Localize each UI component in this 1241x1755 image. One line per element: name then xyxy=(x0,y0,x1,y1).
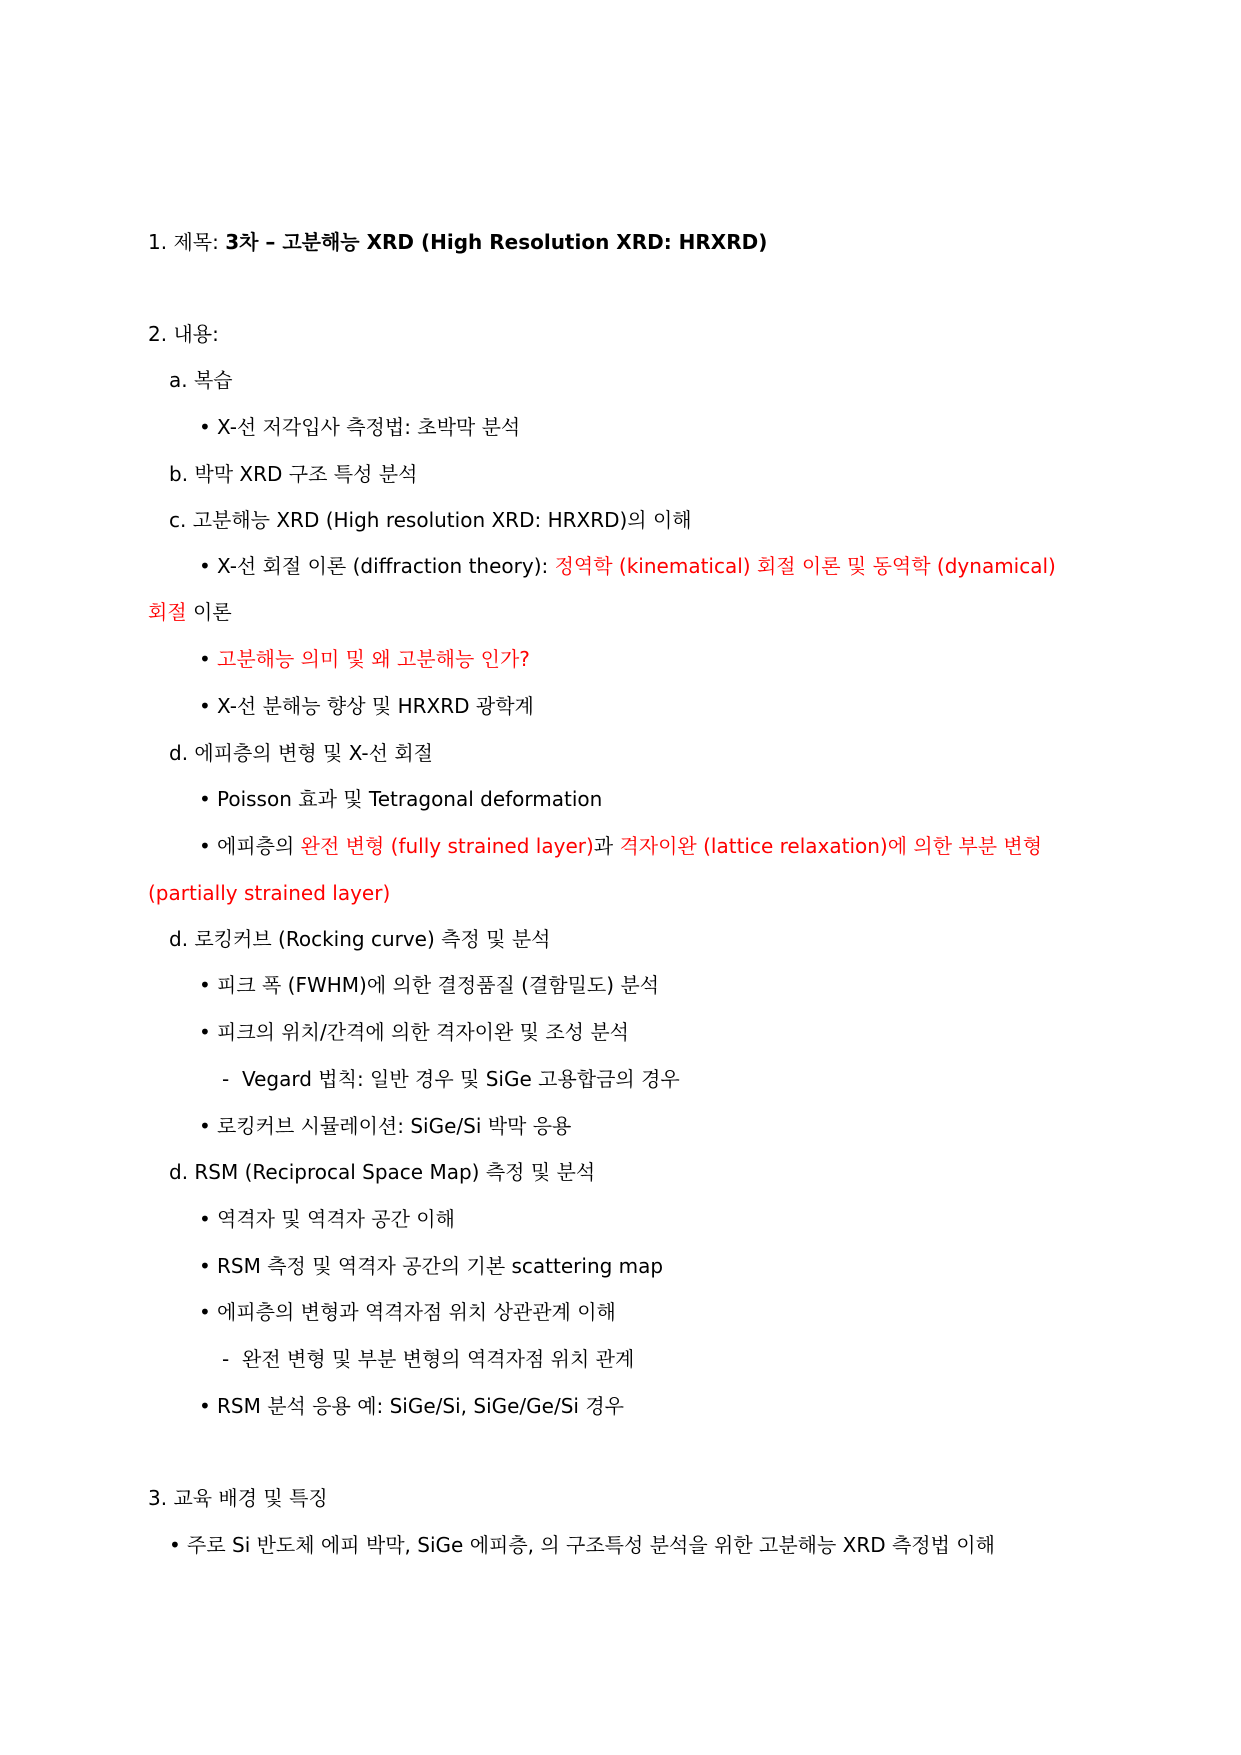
highlight-text: 완전 변형 (fully strained layer) xyxy=(300,834,594,858)
bullet-icon: • xyxy=(199,1114,211,1138)
section-3-bullet-1: • 주로 Si 반도체 에피 박막, SiGe 에피층, 의 구조특성 분석을 위한 고분해능 XRD 측정법 이해 xyxy=(169,1533,995,1557)
item-d2-subitem: - Vegard 법칙: 일반 경우 및 SiGe 고용합금의 경우 xyxy=(222,1067,680,1091)
section-3-heading: 3. 교육 배경 및 특징 xyxy=(148,1486,328,1510)
bullet-icon: • xyxy=(199,973,211,997)
item-d2-heading: d. 로킹커브 (Rocking curve) 측정 및 분석 xyxy=(169,927,551,951)
item-b-heading: b. 박막 XRD 구조 특성 분석 xyxy=(169,462,418,486)
item-c-bullet-3: • X-선 분해능 향상 및 HRXRD 광학계 xyxy=(199,694,534,718)
item-d2-bullet-3: • 로킹커브 시뮬레이션: SiGe/Si 박막 응용 xyxy=(199,1114,572,1138)
item-c-heading: c. 고분해능 XRD (High resolution XRD: HRXRD)의 이해 xyxy=(169,508,692,532)
highlight-text: 고분해능 의미 및 왜 고분해능 인가? xyxy=(217,647,530,671)
item-c-bullet-2 xyxy=(199,645,530,673)
item-d3-subitem: - 완전 변형 및 부분 변형의 역격자점 위치 관계 xyxy=(222,1347,635,1371)
highlight-text: 회절 xyxy=(148,600,187,624)
bullet-icon: • xyxy=(199,1300,211,1324)
item-d3-bullet-2: • RSM 측정 및 역격자 공간의 기본 scattering map xyxy=(199,1254,664,1278)
item-d3-bullet-1: • 역격자 및 역격자 공간 이해 xyxy=(199,1207,455,1231)
bullet-icon: • xyxy=(199,1020,211,1044)
item-a-bullet-1: • X-선 저각입사 측정법: 초박막 분석 xyxy=(199,415,521,439)
bullet-icon: • xyxy=(199,1394,211,1418)
item-d1-bullet-1: • Poisson 효과 및 Tetragonal deformation xyxy=(199,787,603,811)
section-1-title-line xyxy=(148,228,767,256)
item-d3-bullet-3: • 에피층의 변형과 역격자점 위치 상관관계 이해 xyxy=(199,1300,616,1324)
bullet-icon: • xyxy=(199,694,211,718)
item-d3-heading: d. RSM (Reciprocal Space Map) 측정 및 분석 xyxy=(169,1160,596,1184)
bullet-icon: • xyxy=(199,554,211,578)
item-d1-heading: d. 에피층의 변형 및 X-선 회절 xyxy=(169,741,433,765)
bullet-icon: • xyxy=(199,647,211,671)
item-a-heading: a. 복습 xyxy=(169,368,233,392)
dash-icon: - xyxy=(222,1067,230,1091)
item-c-bullet-1: • X-선 회절 이론 (diffraction theory): 정역학 (kinematical) 회절 이론 및 동역학 (dynamical) xyxy=(199,554,1056,578)
bullet-icon: • xyxy=(199,787,211,811)
bullet-icon: • xyxy=(169,1533,181,1557)
highlight-text: 격자이완 (lattice relaxation)에 의한 부분 변형 xyxy=(619,834,1043,858)
bullet-icon: • xyxy=(199,834,211,858)
section-1-label: 1. 제목: xyxy=(148,230,226,254)
bullet-icon: • xyxy=(199,1254,211,1278)
course-title: 3차 – 고분해능 XRD (High Resolution XRD: HRXRD) xyxy=(225,230,768,254)
highlight-text: (partially strained layer) xyxy=(148,881,391,905)
item-d2-bullet-1: • 피크 폭 (FWHM)에 의한 결정품질 (결함밀도) 분석 xyxy=(199,973,660,997)
dash-icon: - xyxy=(222,1347,230,1371)
item-c-bullet-1-continued: 회절 이론 xyxy=(148,600,232,624)
section-2-heading: 2. 내용: xyxy=(148,322,219,346)
item-d1-bullet-2: • 에피층의 완전 변형 (fully strained layer)과 격자이완 (lattice relaxation)에 의한 부분 변형 xyxy=(199,834,1043,858)
item-d1-bullet-2-continued xyxy=(148,879,390,907)
item-d2-bullet-2: • 피크의 위치/간격에 의한 격자이완 및 조성 분석 xyxy=(199,1020,629,1044)
bullet-icon: • xyxy=(199,415,211,439)
item-d3-bullet-4: • RSM 분석 응용 예: SiGe/Si, SiGe/Ge/Si 경우 xyxy=(199,1394,624,1418)
bullet-icon: • xyxy=(199,1207,211,1231)
highlight-text: 정역학 (kinematical) 회절 이론 및 동역학 (dynamical) xyxy=(554,554,1056,578)
